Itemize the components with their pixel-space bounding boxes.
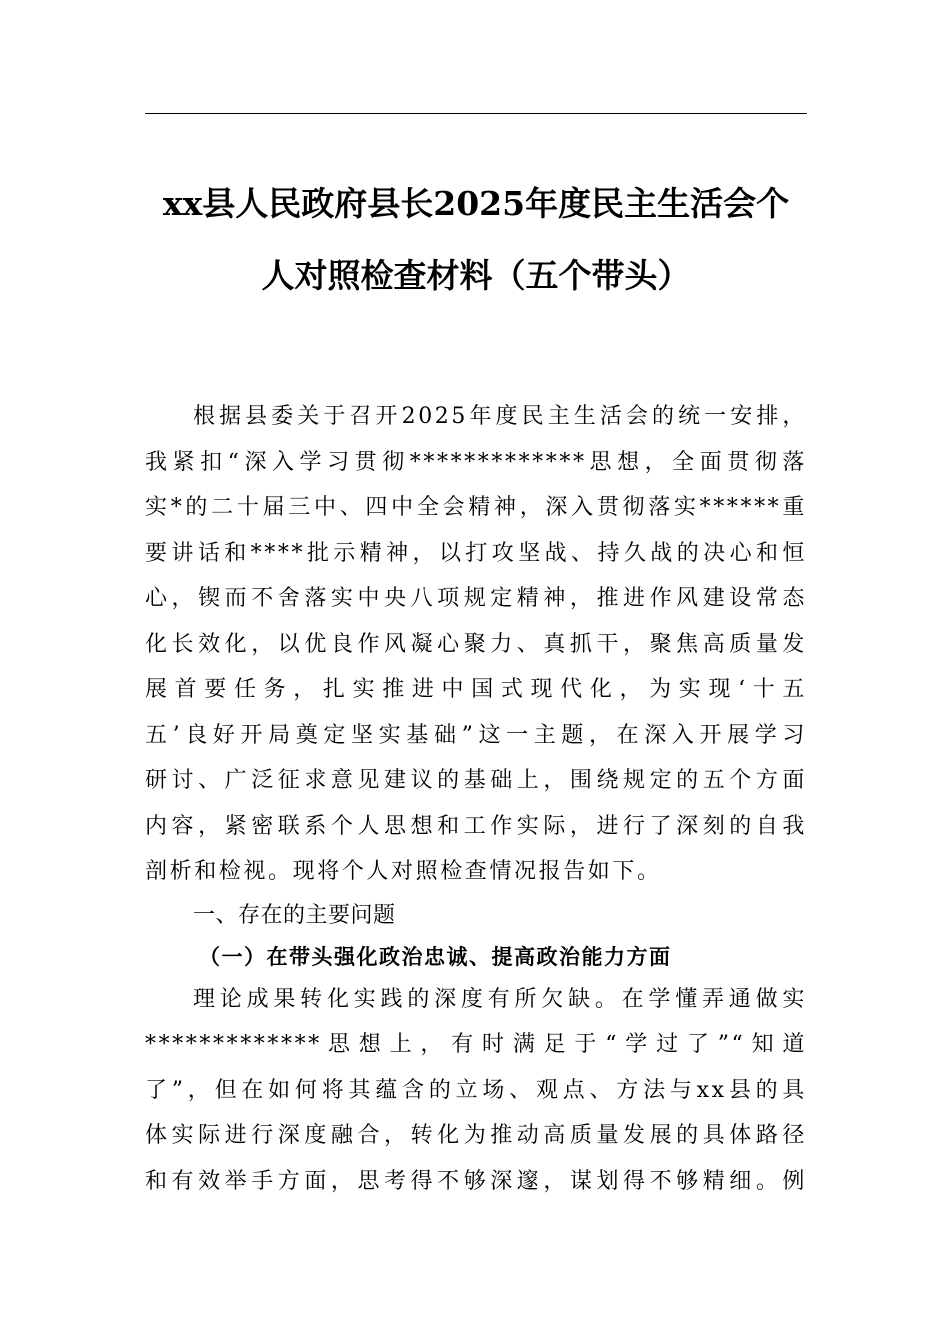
body-line: 和有效举手方面，思考得不够深邃，谋划得不够精细。例 — [145, 1168, 807, 1194]
document-title — [140, 168, 812, 312]
body-line: *************思想上，有时满足于“学过了”“知道 — [145, 1032, 807, 1057]
intro-line: 研讨、广泛征求意见建议的基础上，围绕规定的五个方面 — [145, 768, 807, 793]
body-line: 了”，但在如何将其蕴含的立场、观点、方法与xx县的具 — [145, 1077, 807, 1103]
intro-line: 化长效化，以优良作风凝心聚力、真抓干，聚焦高质量发 — [145, 631, 807, 657]
intro-line: 展首要任务，扎实推进中国式现代化，为实现‘十五 — [145, 677, 807, 702]
title-line-1: xx县人民政府县长2025年度民主生活会个 — [162, 184, 790, 223]
intro-line: 我紧扣“深入学习贯彻*************思想，全面贯彻落 — [145, 449, 807, 475]
intro-line: 实*的二十届三中、四中全会精神，深入贯彻落实******重 — [145, 495, 807, 520]
title-line-2: 人对照检查材料（五个带头） — [261, 256, 691, 295]
intro-line: 剖析和检视。现将个人对照检查情况报告如下。 — [145, 859, 662, 884]
intro-line: 心，锲而不舍落实中央八项规定精神，推进作风建设常态 — [145, 586, 807, 611]
intro-line: 五’良好开局奠定坚实基础”这一主题，在深入开展学习 — [145, 722, 807, 748]
section-heading: 一、存在的主要问题 — [193, 902, 396, 928]
subsection-heading: （一）在带头强化政治忠诚、提高政治能力方面 — [199, 943, 672, 969]
intro-line: 根据县委关于召开2025年度民主生活会的统一安排， — [193, 404, 807, 429]
intro-paragraph — [145, 394, 807, 895]
intro-line: 要讲话和****批示精神，以打攻坚战、持久战的决心和恒 — [145, 540, 807, 566]
intro-line: 内容，紧密联系个人思想和工作实际，进行了深刻的自我 — [145, 813, 807, 839]
body-paragraph — [145, 977, 807, 1205]
document-body — [145, 394, 807, 1204]
body-line: 体实际进行深度融合，转化为推动高质量发展的具体路径 — [145, 1123, 807, 1148]
header-rule — [145, 113, 807, 114]
body-line: 理论成果转化实践的深度有所欠缺。在学懂弄通做实 — [193, 986, 807, 1012]
